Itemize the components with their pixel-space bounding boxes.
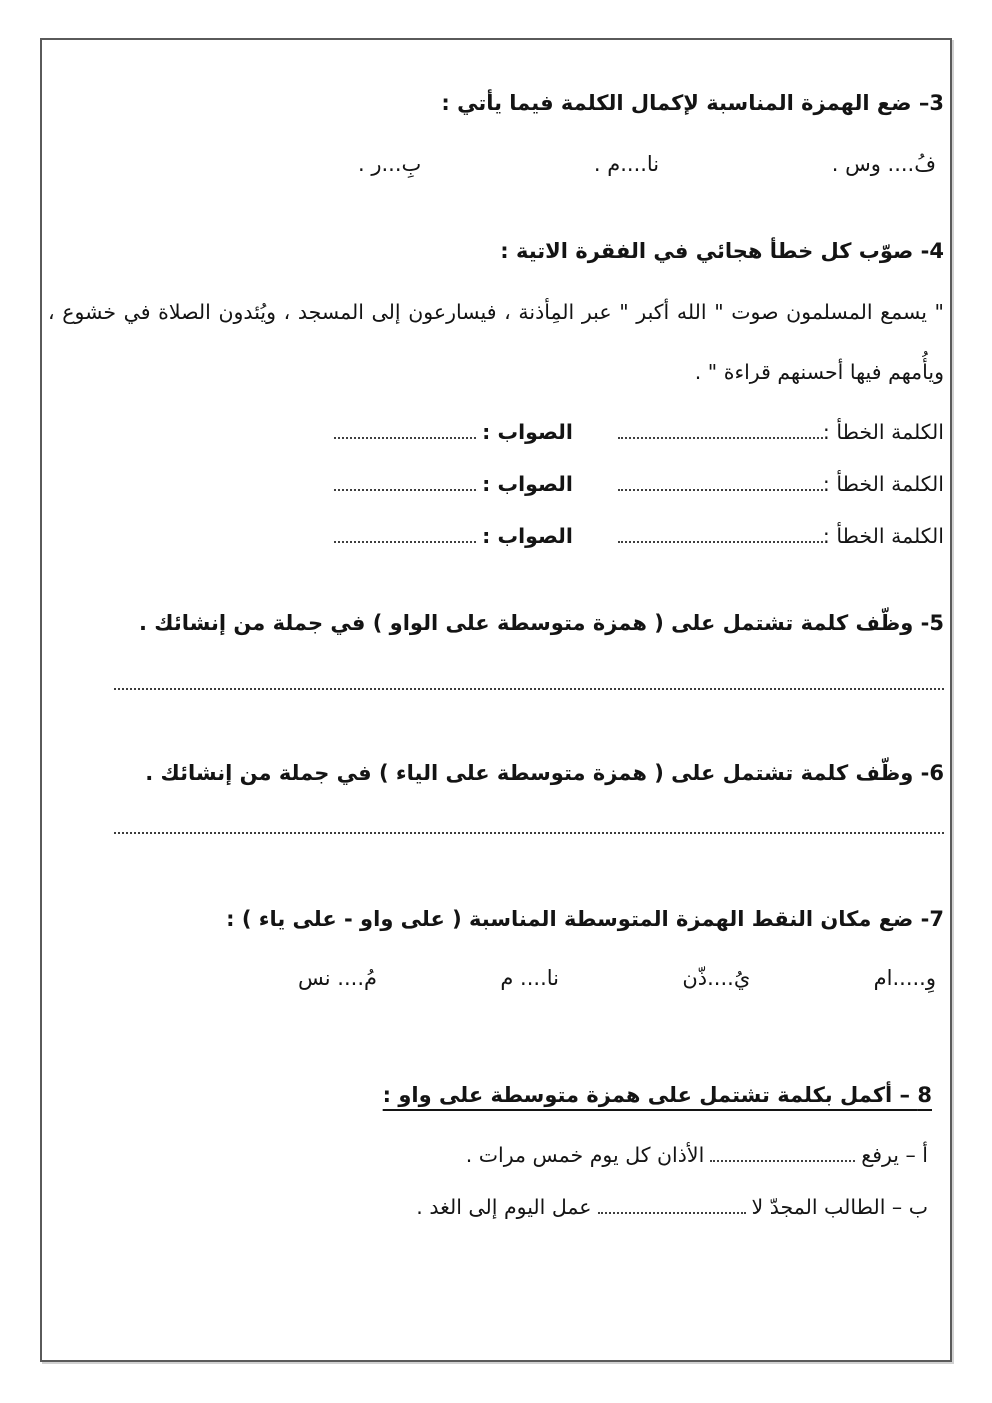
question-4-title: 4- صوّب كل خطأ هجائي في الفقرة الاتية : bbox=[500, 239, 944, 263]
q8-item-a-blank bbox=[710, 1157, 855, 1162]
question-4-paragraph-line-2: ويأُمهم فيها أحسنهم قراءة " . bbox=[694, 360, 944, 384]
correction-row-1 bbox=[48, 416, 944, 448]
q8-item-a-prefix: أ – يرفع bbox=[861, 1143, 928, 1167]
correct-word-label: الصواب : bbox=[482, 524, 573, 548]
correct-word-label: الصواب : bbox=[482, 420, 573, 444]
question-8-item-a bbox=[48, 1138, 928, 1172]
correct-word-label: الصواب : bbox=[482, 472, 573, 496]
question-3-items-row bbox=[48, 148, 944, 180]
wrong-word-blank bbox=[618, 434, 823, 439]
wrong-word-blank bbox=[618, 538, 823, 543]
wrong-word-label: الكلمة الخطأ : bbox=[822, 524, 944, 548]
q3-blank-word-2: نا....م . bbox=[593, 152, 660, 176]
q7-blank-word-2: يُ....ذّن bbox=[682, 966, 751, 990]
q7-blank-word-4: مُ.... نس bbox=[298, 966, 378, 990]
question-5-title: 5- وظّف كلمة تشتمل على ( همزة متوسطة على الواو ) في جملة من إنشائك . bbox=[139, 611, 944, 635]
question-6-answer-line bbox=[114, 832, 944, 834]
correct-word-blank bbox=[334, 486, 476, 491]
q3-blank-word-3: بِ...ر . bbox=[358, 152, 422, 176]
question-5-answer-line bbox=[114, 688, 944, 690]
q8-item-b-suffix: عمل اليوم إلى الغد . bbox=[416, 1195, 592, 1219]
q7-blank-word-3: نا.... م bbox=[500, 966, 559, 990]
wrong-word-label: الكلمة الخطأ : bbox=[822, 420, 944, 444]
question-7-items-row bbox=[48, 962, 944, 994]
correction-row-3 bbox=[48, 520, 944, 552]
correction-row-2 bbox=[48, 468, 944, 500]
wrong-word-label: الكلمة الخطأ : bbox=[822, 472, 944, 496]
question-8-title: 8 – أكمل بكلمة تشتمل على همزة متوسطة على واو : bbox=[382, 1083, 932, 1107]
question-4-paragraph-line-1: " يسمع المسلمون صوت " الله أكبر " عبر المِأذنة ، فيسارعون إلى المسجد ، ويُئدون الصلاة في خشوع ، bbox=[48, 300, 944, 324]
q8-item-b-blank bbox=[598, 1209, 746, 1214]
question-7-title: 7- ضع مكان النقط الهمزة المتوسطة المناسبة ( على واو - على ياء ) : bbox=[226, 907, 944, 931]
correct-word-blank bbox=[334, 538, 476, 543]
correct-word-blank bbox=[334, 434, 476, 439]
worksheet-page bbox=[40, 38, 952, 1362]
q8-item-b-prefix: ب – الطالب المجدّ لا bbox=[751, 1195, 928, 1219]
question-6-title: 6- وظّف كلمة تشتمل على ( همزة متوسطة على الياء ) في جملة من إنشائك . bbox=[145, 761, 944, 785]
question-8-item-b bbox=[48, 1190, 928, 1224]
q7-blank-word-1: وِ.....ام bbox=[873, 966, 936, 990]
q8-item-a-suffix: الأذان كل يوم خمس مرات . bbox=[465, 1143, 705, 1167]
wrong-word-blank bbox=[618, 486, 823, 491]
q3-blank-word-1: فُ.... وس . bbox=[831, 152, 936, 176]
question-3-title: 3– ضع الهمزة المناسبة لإكمال الكلمة فيما يأتي : bbox=[441, 91, 944, 115]
